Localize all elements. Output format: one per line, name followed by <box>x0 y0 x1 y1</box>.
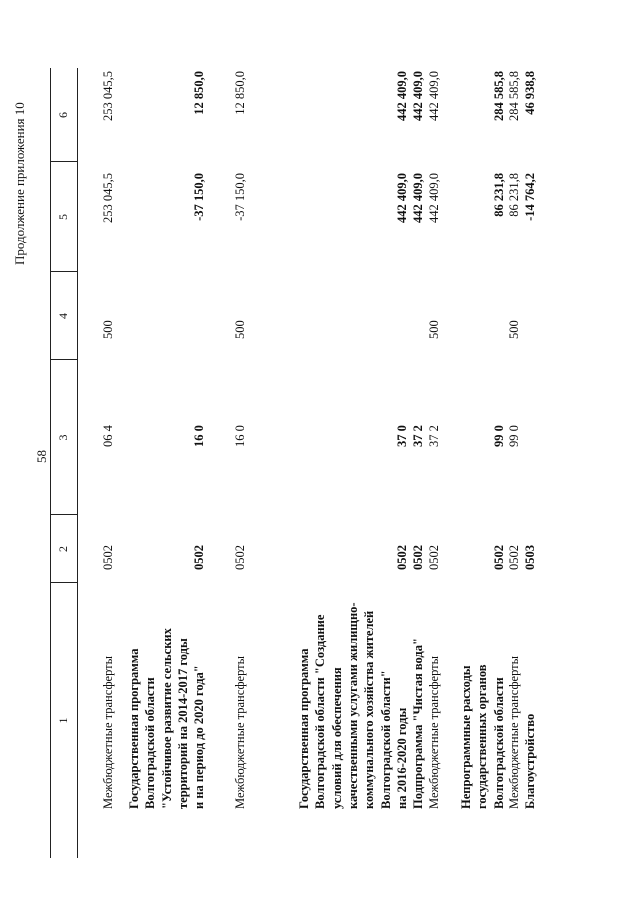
expense-type-code: 500 <box>507 320 521 339</box>
amount-change: 442 409,0 <box>427 173 441 223</box>
amount-change: -14 764,2 <box>523 173 537 221</box>
amount-change: 253 045,5 <box>101 173 115 223</box>
column-header: 3 <box>56 434 70 441</box>
row-label-line: Подпрограмма "Чистая вода" <box>411 638 425 809</box>
row-label-line: на 2016-2020 годы <box>394 707 409 809</box>
amount-total: 284 585,8 <box>491 71 506 121</box>
row-label-line: и на период до 2020 года" <box>192 665 207 809</box>
amount-total: 284 585,8 <box>507 71 521 121</box>
row-label-line: Государственная программа <box>127 648 141 809</box>
amount-total: 46 938,8 <box>523 71 537 115</box>
target-code: 06 4 <box>101 425 115 447</box>
section-code: 0502 <box>411 545 425 570</box>
section-code: 0502 <box>491 545 506 570</box>
amount-change: 86 231,8 <box>491 173 506 217</box>
section-code: 0502 <box>233 545 247 570</box>
expense-type-code: 500 <box>101 320 115 339</box>
row-label-line: Межбюджетные трансферты <box>507 655 521 809</box>
column-header: 5 <box>56 214 70 220</box>
expense-type-code: 500 <box>233 320 247 339</box>
row-label-line: Волгоградской области "Создание <box>313 614 328 809</box>
row-label-line: Благоустройство <box>523 713 537 809</box>
row-label-line: Волгоградской области <box>143 677 158 809</box>
target-code: 99 0 <box>491 425 506 447</box>
target-code: 37 2 <box>411 425 425 447</box>
amount-total: 12 850,0 <box>233 71 247 115</box>
row-label-line: качественными услугами жилищно- <box>345 602 360 809</box>
column-header: 6 <box>56 112 70 118</box>
amount-total: 253 045,5 <box>101 71 115 121</box>
section-code: 0502 <box>101 545 115 570</box>
row-label-line: государственных органов <box>475 664 490 809</box>
row-label-line: Непрограммные расходы <box>459 665 473 809</box>
target-code: 37 0 <box>394 425 409 447</box>
row-label-line: Межбюджетные трансферты <box>101 655 115 809</box>
section-code: 0502 <box>394 545 409 570</box>
column-header: 2 <box>56 546 70 552</box>
amount-change: -37 150,0 <box>192 173 207 221</box>
target-code: 16 0 <box>192 425 207 447</box>
amount-total: 442 409,0 <box>411 71 425 121</box>
section-code: 0502 <box>192 545 207 570</box>
row-label-line: "Устойчивое развитие сельских <box>159 628 174 809</box>
row-label-line: Государственная программа <box>297 648 311 809</box>
amount-change: 442 409,0 <box>394 173 409 223</box>
row-label-line: Волгоградской области" <box>378 670 393 809</box>
row-label-line: Межбюджетные трансферты <box>427 655 441 809</box>
target-code: 37 2 <box>427 425 441 447</box>
row-label-line: Волгоградской области <box>491 677 506 809</box>
row-label-line: коммунального хозяйства жителей <box>362 610 377 809</box>
amount-change: 86 231,8 <box>507 173 521 217</box>
column-header: 1 <box>56 717 70 724</box>
column-header: 4 <box>56 313 70 319</box>
target-code: 99 0 <box>507 425 521 447</box>
target-code: 16 0 <box>233 425 247 447</box>
page-number: 58 <box>34 450 49 463</box>
row-label-line: Межбюджетные трансферты <box>233 655 247 809</box>
amount-change: 442 409,0 <box>411 173 425 223</box>
section-code: 0502 <box>427 545 441 570</box>
amount-total: 12 850,0 <box>192 71 207 115</box>
row-label-line: условий для обеспечения <box>329 667 344 809</box>
section-code: 0503 <box>523 545 537 570</box>
expense-type-code: 500 <box>427 320 441 339</box>
table-header-border <box>77 68 78 858</box>
amount-total: 442 409,0 <box>427 71 441 121</box>
section-code: 0502 <box>507 545 521 570</box>
amount-total: 442 409,0 <box>394 71 409 121</box>
amount-change: -37 150,0 <box>233 173 247 221</box>
appendix-note: Продолжение приложения 10 <box>12 102 27 265</box>
table-top-border <box>50 68 51 858</box>
row-label-line: территорий на 2014-2017 годы <box>175 638 190 809</box>
